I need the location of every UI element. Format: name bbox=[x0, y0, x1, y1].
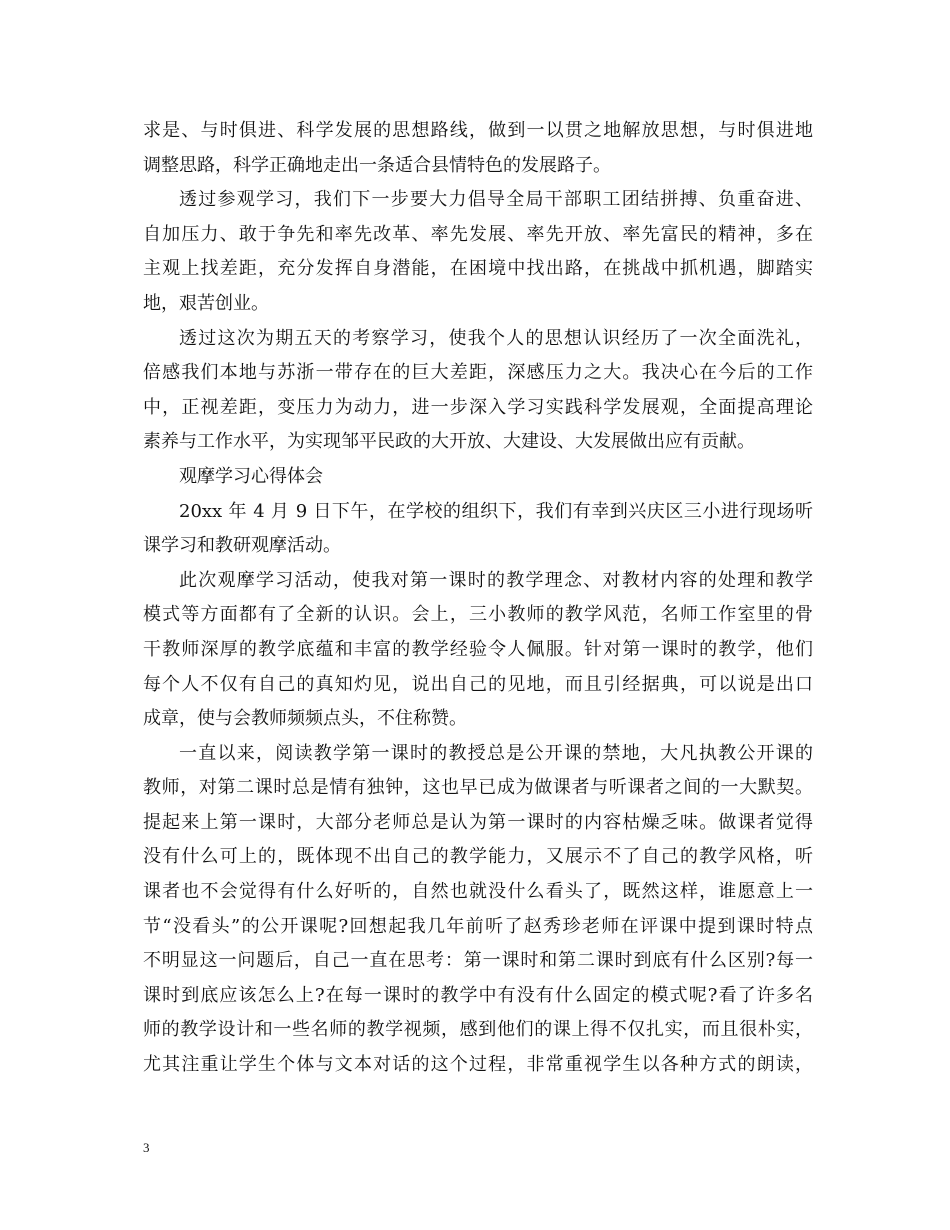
text-line: 提起来上第一课时，大部分老师总是认为第一课时的内容枯燥乏味。做课者觉得 bbox=[143, 811, 813, 833]
text-line: 节“没看头”的公开课呢?回想起我几年前听了赵秀珍老师在评课中提到课时特点 bbox=[143, 915, 813, 937]
paragraph bbox=[143, 495, 813, 564]
text-line: 此次观摩学习活动，使我对第一课时的教学理念、对教材内容的处理和教学 bbox=[179, 569, 813, 591]
text-line: 课者也不会觉得有什么好听的，自然也就没什么看头了，既然这样，谁愿意上一 bbox=[143, 881, 813, 903]
text-line: 透过这次为期五天的考察学习，使我个人的思想认识经历了一次全面洗礼， bbox=[179, 327, 813, 349]
text-line: 成章，使与会教师频频点头，不住称赞。 bbox=[143, 708, 467, 730]
text-line: 干教师深厚的教学底蕴和丰富的教学经验令人佩服。针对第一课时的教学，他们 bbox=[143, 638, 813, 660]
text-line: 尤其注重让学生个体与文本对话的这个过程，非常重视学生以各种方式的朗读， bbox=[143, 1054, 813, 1076]
text-line: 没有什么可上的，既体现不出自己的教学能力，又展示不了自己的教学风格，听 bbox=[143, 846, 813, 868]
text-line: 模式等方面都有了全新的认识。会上，三小教师的教学风范，名师工作室里的骨 bbox=[143, 604, 813, 626]
paragraph bbox=[143, 564, 813, 737]
text-line: 素养与工作水平，为实现邹平民政的大开放、大建设、大发展做出应有贡献。 bbox=[143, 431, 755, 453]
text-line: 主观上找差距，充分发挥自身潜能，在困境中找出路，在挑战中抓机遇，脚踏实 bbox=[143, 258, 813, 280]
paragraph bbox=[143, 322, 813, 460]
text-line: 教师，对第二课时总是情有独钟，这也早已成为做课者与听课者之间的一大默契。 bbox=[143, 777, 813, 799]
document-body bbox=[143, 114, 813, 1083]
text-line: 地，艰苦创业。 bbox=[143, 292, 269, 314]
text-line: 求是、与时俱进、科学发展的思想路线，做到一以贯之地解放思想，与时俱进地 bbox=[143, 120, 813, 141]
text-line: 倍感我们本地与苏浙一带存在的巨大差距，深感压力之大。我决心在今后的工作 bbox=[143, 362, 813, 384]
text-line: 师的教学设计和一些名师的教学视频，感到他们的课上得不仅扎实，而且很朴实， bbox=[143, 1019, 813, 1041]
text-line: 透过参观学习，我们下一步要大力倡导全局干部职工团结拼搏、负重奋进、 bbox=[179, 189, 813, 211]
text-line: 课学习和教研观摩活动。 bbox=[143, 535, 341, 557]
text-line: 每个人不仅有自己的真知灼见，说出自己的见地，而且引经据典，可以说是出口 bbox=[143, 673, 813, 695]
paragraph bbox=[143, 460, 813, 495]
page-number: 3 bbox=[143, 1140, 150, 1155]
text-line: 20xx 年 4 月 9 日下午，在学校的组织下，我们有幸到兴庆区三小进行现场听 bbox=[179, 500, 813, 522]
text-line: 课时到底应该怎么上?在每一课时的教学中有没有什么固定的模式呢?看了许多名 bbox=[143, 984, 813, 1006]
text-line: 观摩学习心得体会 bbox=[179, 465, 323, 487]
paragraph bbox=[143, 183, 813, 321]
text-line: 调整思路，科学正确地走出一条适合县情特色的发展路子。 bbox=[143, 154, 611, 176]
paragraph bbox=[143, 737, 813, 1083]
paragraph bbox=[143, 114, 813, 183]
text-line: 自加压力、敢于争先和率先改革、率先发展、率先开放、率先富民的精神，多在 bbox=[143, 223, 813, 245]
text-line: 一直以来，阅读教学第一课时的教授总是公开课的禁地，大凡执教公开课的 bbox=[179, 742, 813, 764]
text-line: 不明显这一问题后，自己一直在思考：第一课时和第二课时到底有什么区别?每一 bbox=[143, 950, 813, 972]
text-line: 中，正视差距，变压力为动力，进一步深入学习实践科学发展观，全面提高理论 bbox=[143, 396, 813, 418]
